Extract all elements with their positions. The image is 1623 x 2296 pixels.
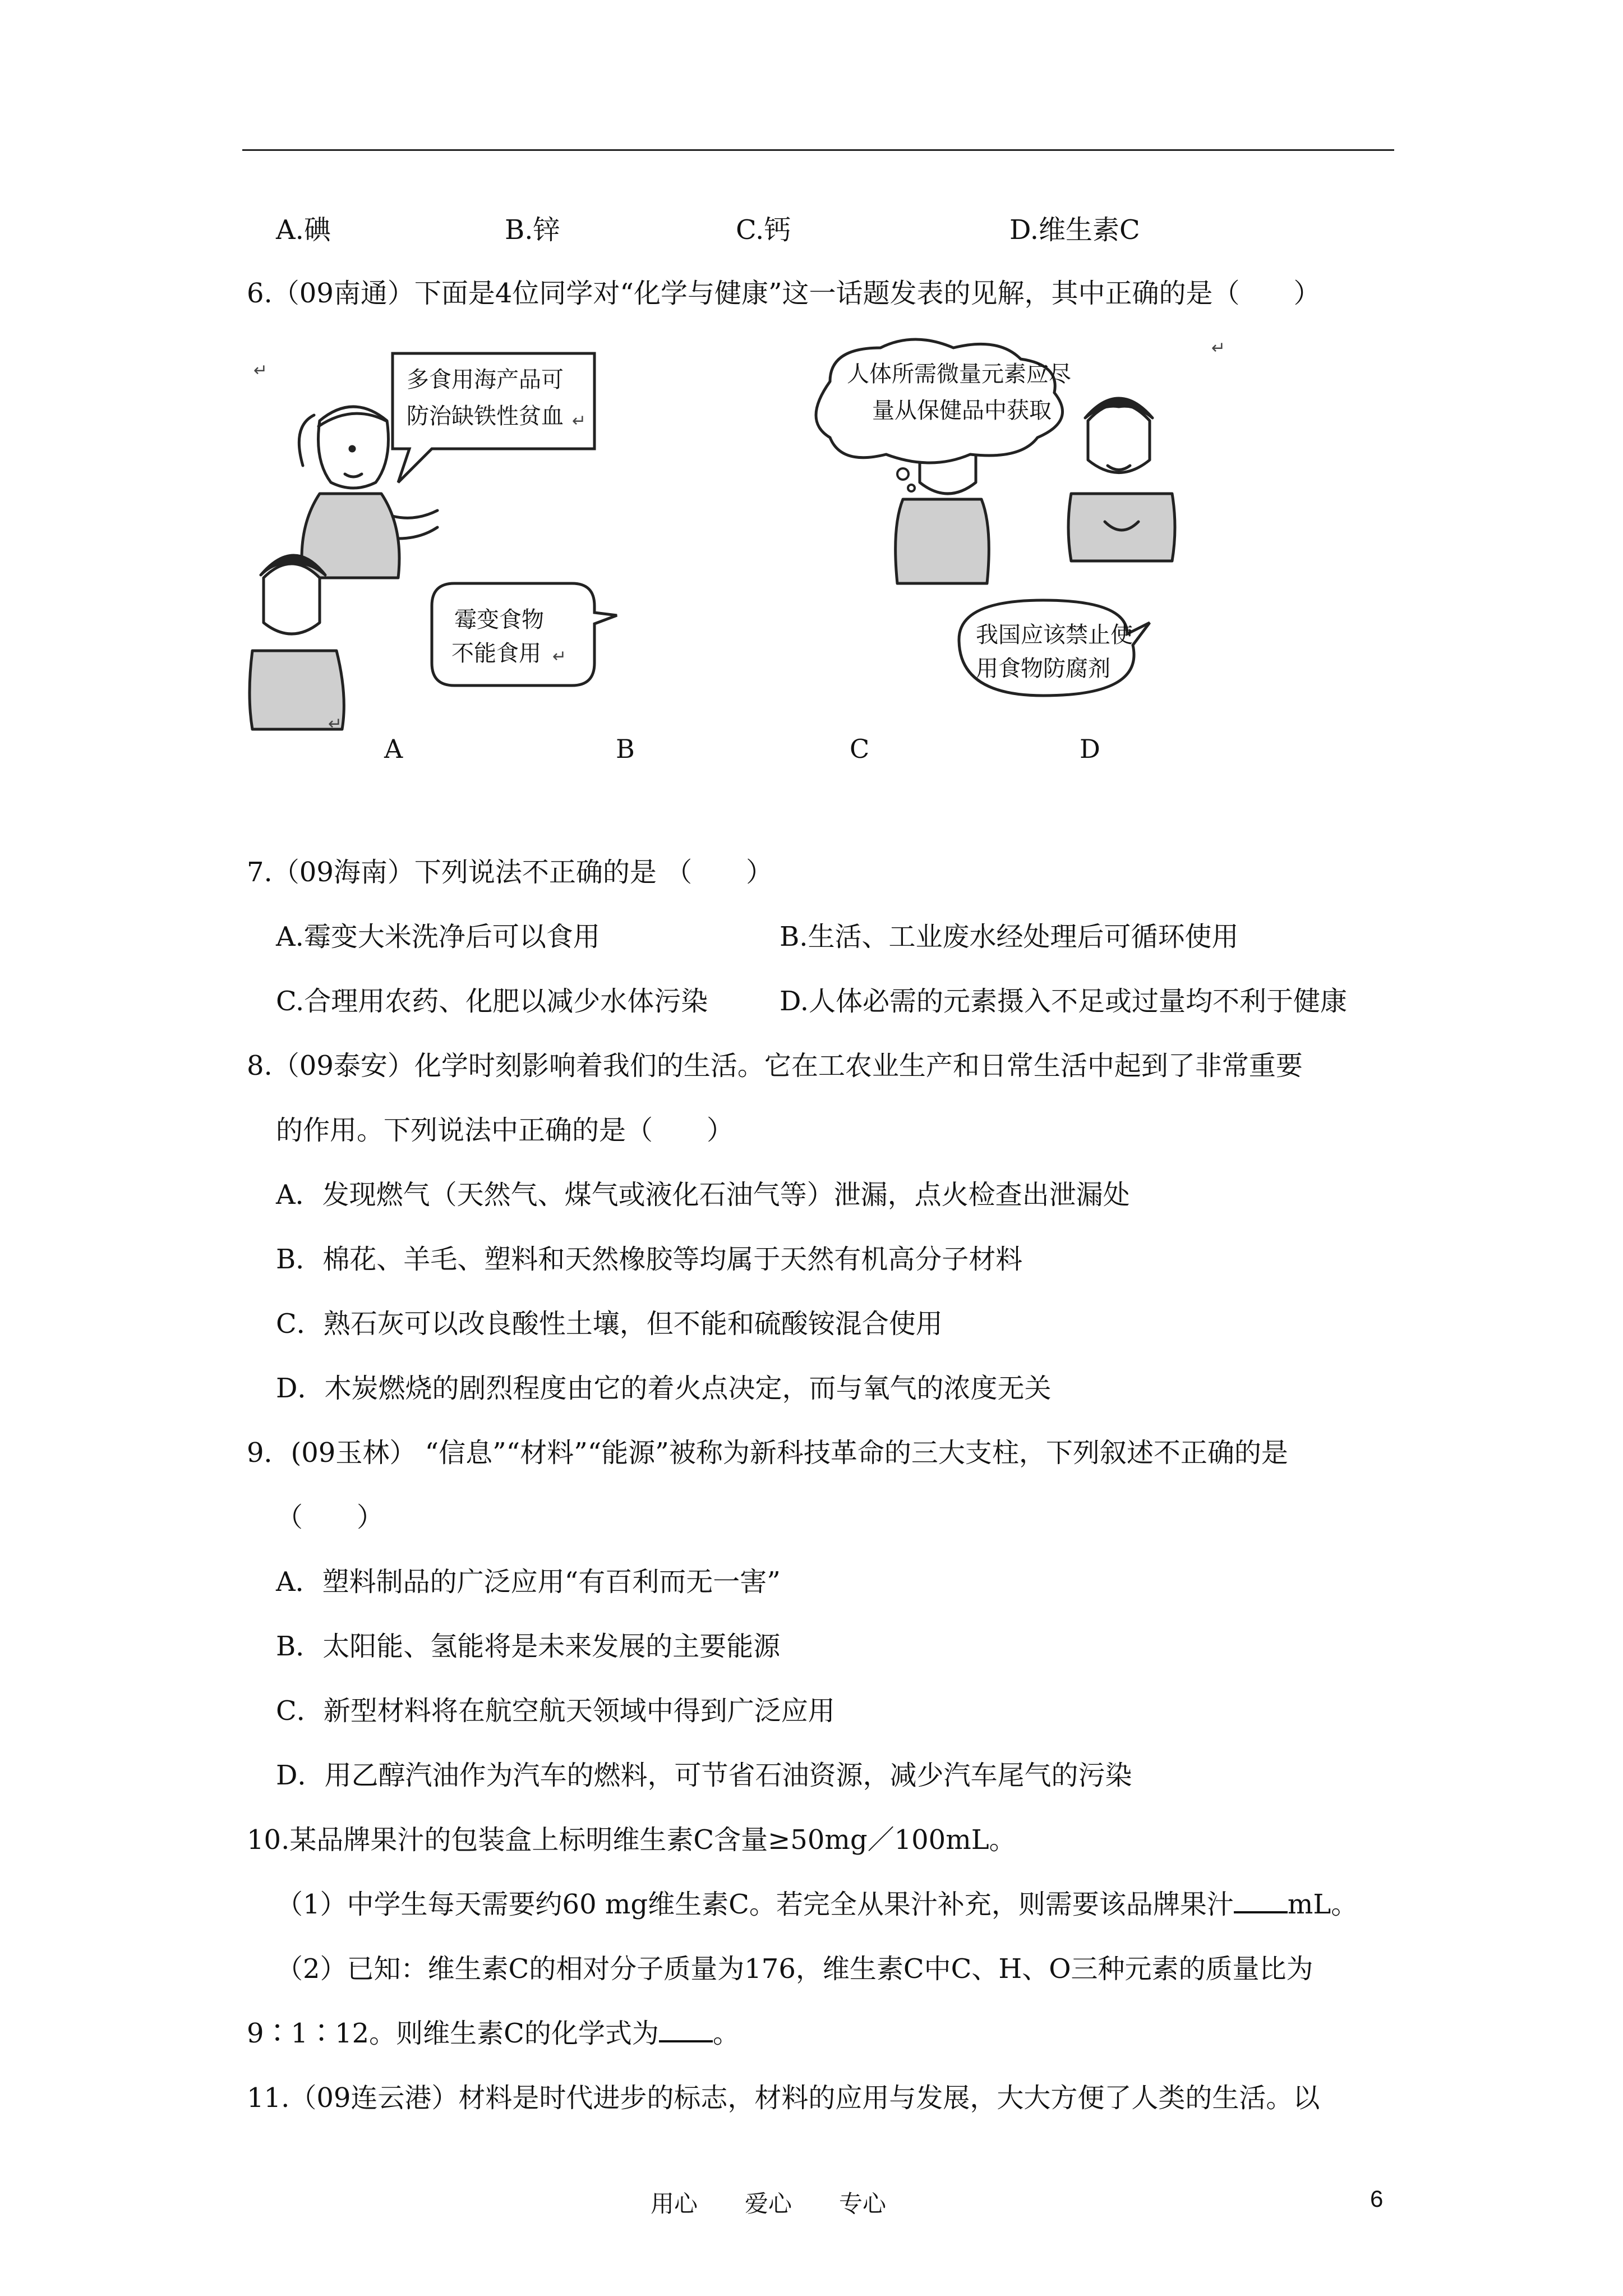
q7-option-a: A.霉变大米洗净后可以食用 bbox=[276, 921, 600, 953]
q10-part1 bbox=[276, 1888, 1358, 1921]
q8-option-c: C．熟石灰可以改良酸性土壤，但不能和硫酸铵混合使用 bbox=[276, 1308, 943, 1340]
q5-option-c: C.钙 bbox=[736, 214, 791, 246]
page-number: 6 bbox=[1370, 2185, 1384, 2212]
q5-option-b: B.锌 bbox=[505, 214, 560, 246]
q9-option-b: B．太阳能、氢能将是未来发展的主要能源 bbox=[276, 1631, 781, 1662]
bubble-a-line2: 防治缺铁性贫血 bbox=[407, 403, 564, 429]
svg-text:↵: ↵ bbox=[253, 361, 268, 380]
q6-label-c: C bbox=[850, 734, 870, 764]
q6-illustration bbox=[247, 337, 1226, 763]
svg-text:↵: ↵ bbox=[572, 411, 587, 431]
q10-part1-unit: mL。 bbox=[1287, 1889, 1358, 1920]
svg-text:↵: ↵ bbox=[552, 647, 567, 666]
svg-text:↵: ↵ bbox=[328, 714, 343, 734]
q10-part2-blank[interactable] bbox=[659, 2018, 713, 2042]
q8-stem-line2: 的作用。下列说法中正确的是（ ） bbox=[276, 1115, 734, 1146]
q7-option-b: B.生活、工业废水经处理后可循环使用 bbox=[780, 921, 1239, 953]
q6-label-a: A bbox=[384, 734, 403, 764]
q9-stem-line1: 9．(09玉林） “信息”“材料”“能源”被称为新科技革命的三大支柱，下列叙述不正确的是 bbox=[247, 1437, 1288, 1469]
q7-option-c: C.合理用农药、化肥以减少水体污染 bbox=[276, 986, 708, 1017]
header-rule bbox=[242, 149, 1394, 151]
q8-option-d: D．木炭燃烧的剧烈程度由它的着火点决定，而与氧气的浓度无关 bbox=[276, 1373, 1052, 1404]
q5-option-a: A.碘 bbox=[276, 214, 331, 246]
q10-part2-line1: （2）已知：维生素C的相对分子质量为176，维生素C中C、H、O三种元素的质量比为 bbox=[276, 1953, 1313, 1985]
q10-part2-text: 9∶1∶12。则维生素C的化学式为 bbox=[247, 2018, 659, 2049]
q11-stem: 11.（09连云港）材料是时代进步的标志，材料的应用与发展，大大方便了人类的生活。以 bbox=[247, 2082, 1320, 2114]
bubble-d-line1: 我国应该禁止使 bbox=[976, 622, 1133, 648]
svg-text:↵: ↵ bbox=[1211, 338, 1226, 358]
q7-option-d: D.人体必需的元素摄入不足或过量均不利于健康 bbox=[780, 986, 1348, 1017]
q10-part1-blank[interactable] bbox=[1234, 1889, 1288, 1913]
q8-option-b: B．棉花、羊毛、塑料和天然橡胶等均属于天然有机高分子材料 bbox=[276, 1244, 1023, 1275]
q10-stem: 10.某品牌果汁的包装盒上标明维生素C含量≥50mg／100mL。 bbox=[247, 1824, 1016, 1856]
q6-label-d: D bbox=[1080, 734, 1100, 764]
q8-stem-line1: 8.（09泰安）化学时刻影响着我们的生活。它在工农业生产和日常生活中起到了非常重要 bbox=[247, 1050, 1303, 1082]
q9-option-d: D．用乙醇汽油作为汽车的燃料，可节省石油资源，减少汽车尾气的污染 bbox=[276, 1760, 1132, 1791]
q6-label-b: B bbox=[616, 734, 635, 764]
bubble-b-line2: 不能食用 bbox=[451, 641, 541, 666]
q9-option-c: C．新型材料将在航空航天领域中得到广泛应用 bbox=[276, 1695, 835, 1727]
q7-stem: 7.（09海南）下列说法不正确的是 （ ） bbox=[247, 857, 773, 888]
q10-part2-line2 bbox=[247, 2017, 740, 2050]
q10-part1-text: （1）中学生每天需要约60 mg维生素C。若完全从果汁补充，则需要该品牌果汁 bbox=[276, 1889, 1234, 1920]
bubble-d-line2: 用食物防腐剂 bbox=[976, 656, 1110, 682]
q9-option-a: A．塑料制品的广泛应用“有百利而无一害” bbox=[276, 1566, 781, 1598]
q9-stem-line2: （ ） bbox=[276, 1502, 384, 1533]
footer-motto: 用心 爱心 专心 bbox=[651, 2190, 887, 2217]
q5-option-d: D.维生素C bbox=[1009, 214, 1140, 246]
bubble-a-line1: 多食用海产品可 bbox=[407, 367, 564, 393]
q10-part2-end: 。 bbox=[712, 2018, 740, 2049]
boy-figure-smiling bbox=[1068, 398, 1175, 561]
bubble-b-line1: 霉变食物 bbox=[454, 607, 544, 633]
boy-figure-side bbox=[250, 555, 344, 729]
bubble-c-line1: 人体所需微量元素应尽 bbox=[847, 361, 1071, 387]
bubble-c-line2: 量从保健品中获取 bbox=[872, 398, 1052, 424]
q6-stem: 6.（09南通）下面是4位同学对“化学与健康”这一话题发表的见解，其中正确的是（ ） bbox=[247, 278, 1321, 309]
speech-bubble-b bbox=[432, 583, 617, 685]
q8-option-a: A．发现燃气（天然气、煤气或液化石油气等）泄漏，点火检查出泄漏处 bbox=[276, 1179, 1130, 1211]
